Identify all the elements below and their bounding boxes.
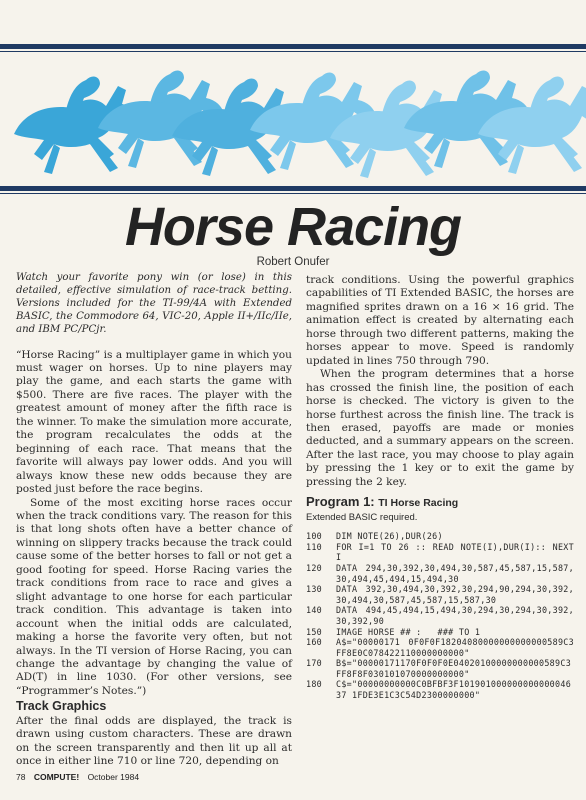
article-title: Horse Racing: [124, 197, 462, 257]
program-name: TI Horse Racing: [378, 497, 459, 510]
code-line-number: 130: [306, 584, 323, 595]
horse-banner-illustration: [0, 50, 586, 178]
body-paragraph-4: track conditions. Using the powerful graphics capabilities of TI Extended BASIC, the horses are magnified sprites drawn on a 16 × 16 grid. The animation effect is created by alternating each horse through two different patterns, making the horses appear to move. Speed is randomly updated in lines 750 through 790.: [306, 274, 574, 367]
code-line-text: DATA 494,45,494,15,494,30,294,30,294,30,392,30,392,90: [336, 605, 574, 626]
code-line: [306, 627, 574, 638]
code-line-text: B$="00000171170F0F0F0E04020100000000000589C3FF8F8F030101070000000000": [336, 658, 572, 679]
code-line-text: C$="00000000000C0BFBF3F10190100000000000004637 1FDE3E1C3C54D2300000000": [336, 679, 572, 701]
code-line-text: DATA 392,30,494,30,392,30,294,90,294,30,392,30,494,30,587,45,587,15,587,30: [336, 584, 574, 605]
code-line: [306, 605, 574, 626]
issue-date: October 1984: [87, 772, 140, 782]
code-line-text: DIM NOTE(26),DUR(26): [336, 531, 443, 542]
left-column: [16, 272, 292, 769]
code-line-number: 170: [306, 658, 323, 669]
code-line-text: IMAGE HORSE ## : ### TO 1: [336, 626, 481, 637]
author-byline: Robert Onufer: [256, 256, 330, 268]
body-paragraph-3: After the final odds are displayed, the track is drawn using custom characters. These are drawn on the screen transparently and then lit up all at once in either line 710 or line 720, depending on: [16, 714, 292, 768]
page-footer: [16, 772, 145, 782]
program-requirement: Extended BASIC required.: [306, 511, 418, 523]
code-line: [306, 541, 580, 563]
code-line-text: FOR I=1 TO 26 :: READ NOTE(I),DUR(I):: NEXT I: [336, 541, 580, 563]
code-line: [306, 679, 574, 700]
magazine-name: COMPUTE!: [33, 772, 80, 782]
body-paragraph-2: Some of the most exciting horse races occur when the track conditions vary. The reason for this is that long shots often have a better chance of winning on slippery tracks because the track could cause some of the better horses to fall or not get a good footing for speed. Horse Racing varies the track conditions from race to race and gives a slight advantage to one horse for each particular track condition. This advantage is taken into account when the initial odds are calculated, making a horse the favorite very often, but not always. In the TI version of Horse Racing, you can change the advantage by changing the value of AD(T) in line 1030. (For other versions, see “Programmer’s Notes.”): [16, 496, 292, 697]
program-heading: [306, 495, 574, 510]
top-rule: [0, 44, 586, 49]
body-paragraph-5: When the program determines that a horse has crossed the finish line, the position of each horse is checked. The victory is given to the horse furthest across the finish line. The track is then erased, payoffs are made or monies deducted, and a summary appears on the screen. After the last race, you may choose to play again by pressing the 1 key or to exit the game by pressing the 2 key.: [306, 368, 574, 488]
code-line-number: 110: [306, 541, 323, 552]
program-listing: [306, 531, 580, 701]
section-subhead: Track Graphics: [16, 699, 107, 714]
code-line: [306, 584, 574, 605]
right-column: [306, 274, 580, 701]
code-line-number: 100: [306, 531, 323, 542]
code-line-number: 180: [306, 679, 323, 690]
code-line-text: A$="00000171 0F0F0F18204080000000000000589C3FF8E0C078422110000000000": [336, 637, 574, 658]
code-line-number: 150: [306, 626, 323, 637]
bottom-rule: [0, 186, 586, 191]
code-line: [306, 658, 574, 679]
article-dek: Watch your favorite pony win (or lose) in this detailed, effective simulation of race-track betting. Versions included for the TI-99/4A with Extended BASIC, the Commodore 64, VIC-20, Apple II+/IIc/IIe, and IBM PC/PCjr.: [16, 272, 292, 335]
bottom-rule-thin: [0, 193, 586, 194]
program-label: Program 1:: [306, 494, 375, 510]
code-line-text: DATA 294,30,392,30,494,30,587,45,587,15,587,30,494,45,494,15,494,30: [336, 562, 574, 584]
code-line-number: 140: [306, 605, 323, 616]
code-line: [306, 531, 574, 542]
code-line: [306, 637, 574, 658]
code-line-number: 120: [306, 562, 323, 573]
code-line: [306, 563, 574, 584]
page-number: 78: [16, 772, 26, 782]
code-line-number: 160: [306, 637, 323, 648]
body-paragraph-1: “Horse Racing” is a multiplayer game in which you must wager on horses. Up to nine players may play the game, and each starts the game with $500. There are five races. The player with the greatest amount of money after the fifth race is the winner. To make the simulation more accurate, the program recalculates the odds at the beginning of each race. That means that the favorite will always pay lower odds. And you will always know these new odds because they are posted just before the race begins.: [16, 348, 292, 496]
